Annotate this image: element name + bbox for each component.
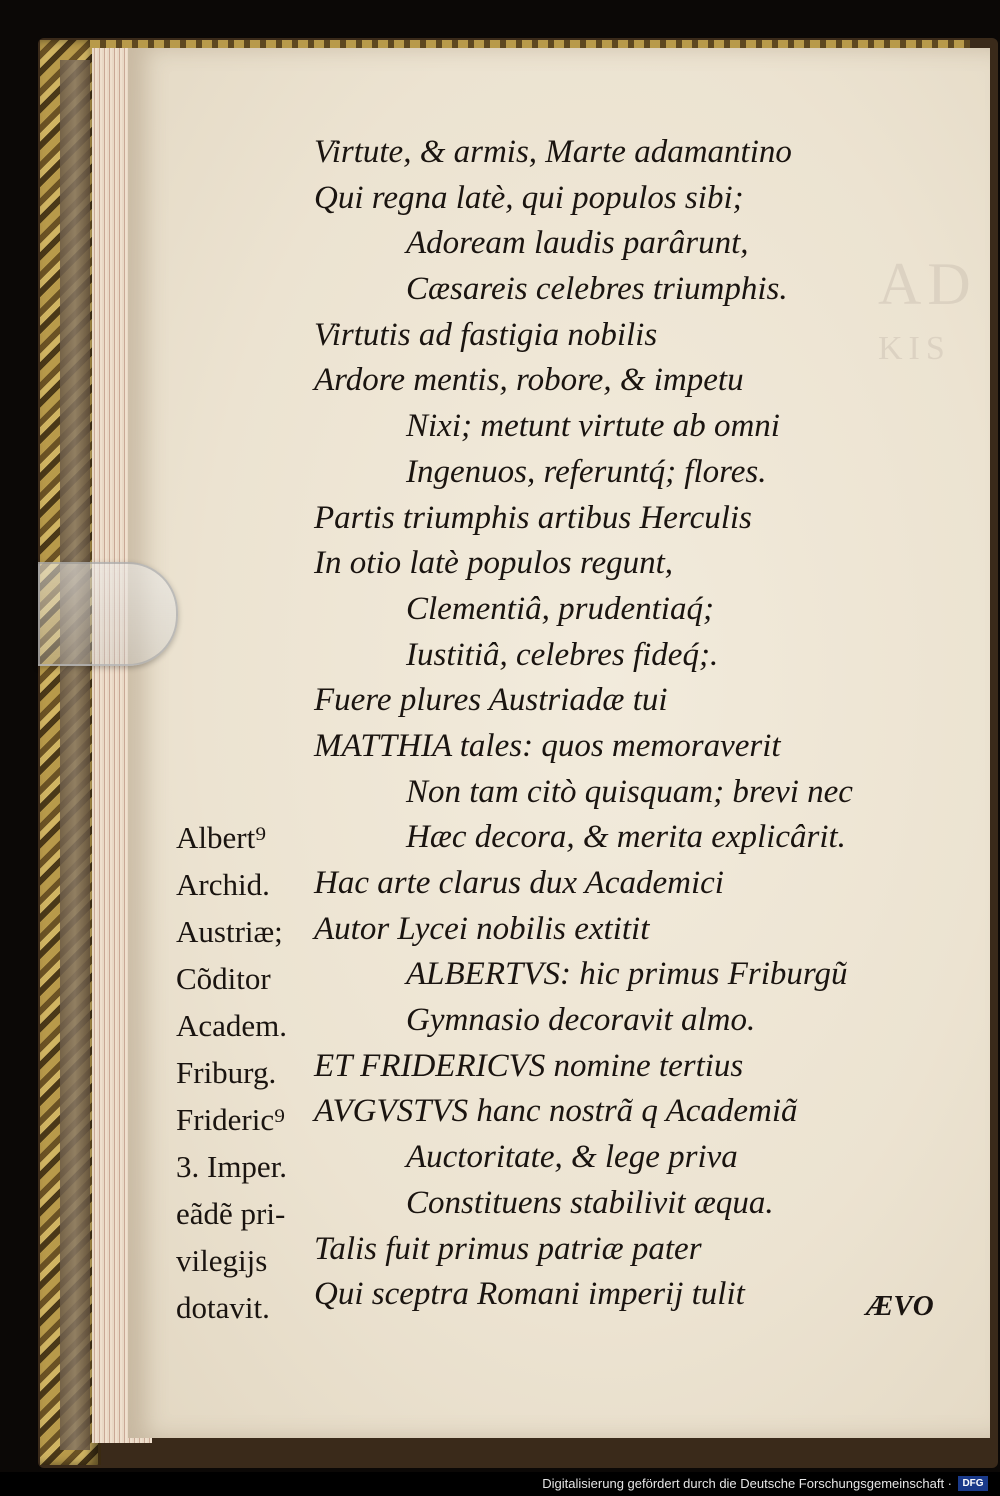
verse-line: Cæsareis celebres triumphis. <box>406 271 788 308</box>
verse-line: Adoream laudis parârunt, <box>406 225 749 262</box>
verse-line: Iustitiâ, celebres fideq́;. <box>406 636 719 673</box>
inner-spine <box>60 60 90 1450</box>
marginal-note-line: Austriæ; <box>176 914 283 949</box>
show-through-text: KIS <box>878 330 951 367</box>
catchword: ÆVO <box>866 1290 934 1322</box>
verse-line: Qui regna latè, qui populos sibi; <box>314 179 744 216</box>
marginal-note-line: vilegijs <box>176 1243 268 1278</box>
verse-line: Fuere plures Austriadæ tui <box>314 682 668 719</box>
marginal-note-line: 3. Imper. <box>176 1149 288 1184</box>
verse-line: Nixi; metunt virtute ab omni <box>406 408 780 445</box>
marginal-note-line: eãdẽ pri- <box>176 1196 286 1231</box>
verse-block <box>314 130 954 1318</box>
verse-line: In otio latè populos regunt, <box>314 545 674 582</box>
verse-line: AVGVSTVS hanc nostrã q Academiã <box>314 1093 798 1130</box>
verse-line: Clementiâ, prudentiaq́; <box>406 590 714 627</box>
marginal-note-line: Archid. <box>176 867 270 902</box>
verse-line: Ardore mentis, robore, & impetu <box>314 362 744 399</box>
verse-line: Partis triumphis artibus Herculis <box>314 499 752 536</box>
marginal-note-line: Cõditor <box>176 961 271 996</box>
marginal-note-line: Frideric⁹ <box>176 1102 285 1137</box>
verse-line: Ingenuos, referuntq́; flores. <box>406 453 767 490</box>
marginal-note-line: dotavit. <box>176 1290 270 1325</box>
marginal-note <box>176 814 316 1331</box>
verse-line: Constituens stabilivit æqua. <box>406 1184 774 1221</box>
verse-line: Non tam citò quisquam; brevi nec <box>406 773 853 810</box>
verse-line: ET FRIDERICVS nomine tertius <box>314 1047 744 1084</box>
verse-line: Talis fuit primus patriæ pater <box>314 1230 702 1267</box>
verse-line: Auctoritate, & lege priva <box>406 1139 738 1176</box>
verse-line: MATTHIA tales: quos memoraverit <box>314 727 781 764</box>
footer-bar <box>0 1472 1000 1496</box>
page-clip <box>38 562 178 666</box>
marginal-note-line: Academ. <box>176 1008 288 1043</box>
verse-line: Autor Lycei nobilis extitit <box>314 910 650 947</box>
verse-line: Virtutis ad fastigia nobilis <box>314 316 658 353</box>
verse-line: Hac arte clarus dux Academici <box>314 865 724 901</box>
marginal-note-line: Friburg. <box>176 1055 277 1090</box>
show-through-text: AD <box>878 251 977 317</box>
footer-credit: Digitalisierung gefördert durch die Deutsche Forschungsgemeinschaft · <box>542 1476 952 1491</box>
verse-line: ALBERTVS: hic primus Friburgũ <box>406 956 848 993</box>
verse-line: Qui sceptra Romani imperij tulit <box>314 1276 745 1313</box>
verse-line: Gymnasio decoravit almo. <box>406 1002 756 1039</box>
marginal-note-line: Albert⁹ <box>176 820 267 855</box>
dfg-logo: DFG <box>958 1476 988 1491</box>
verse-line: Hæc decora, & merita explicârit. <box>406 819 846 856</box>
verse-line: Virtute, & armis, Marte adamantino <box>314 134 792 170</box>
